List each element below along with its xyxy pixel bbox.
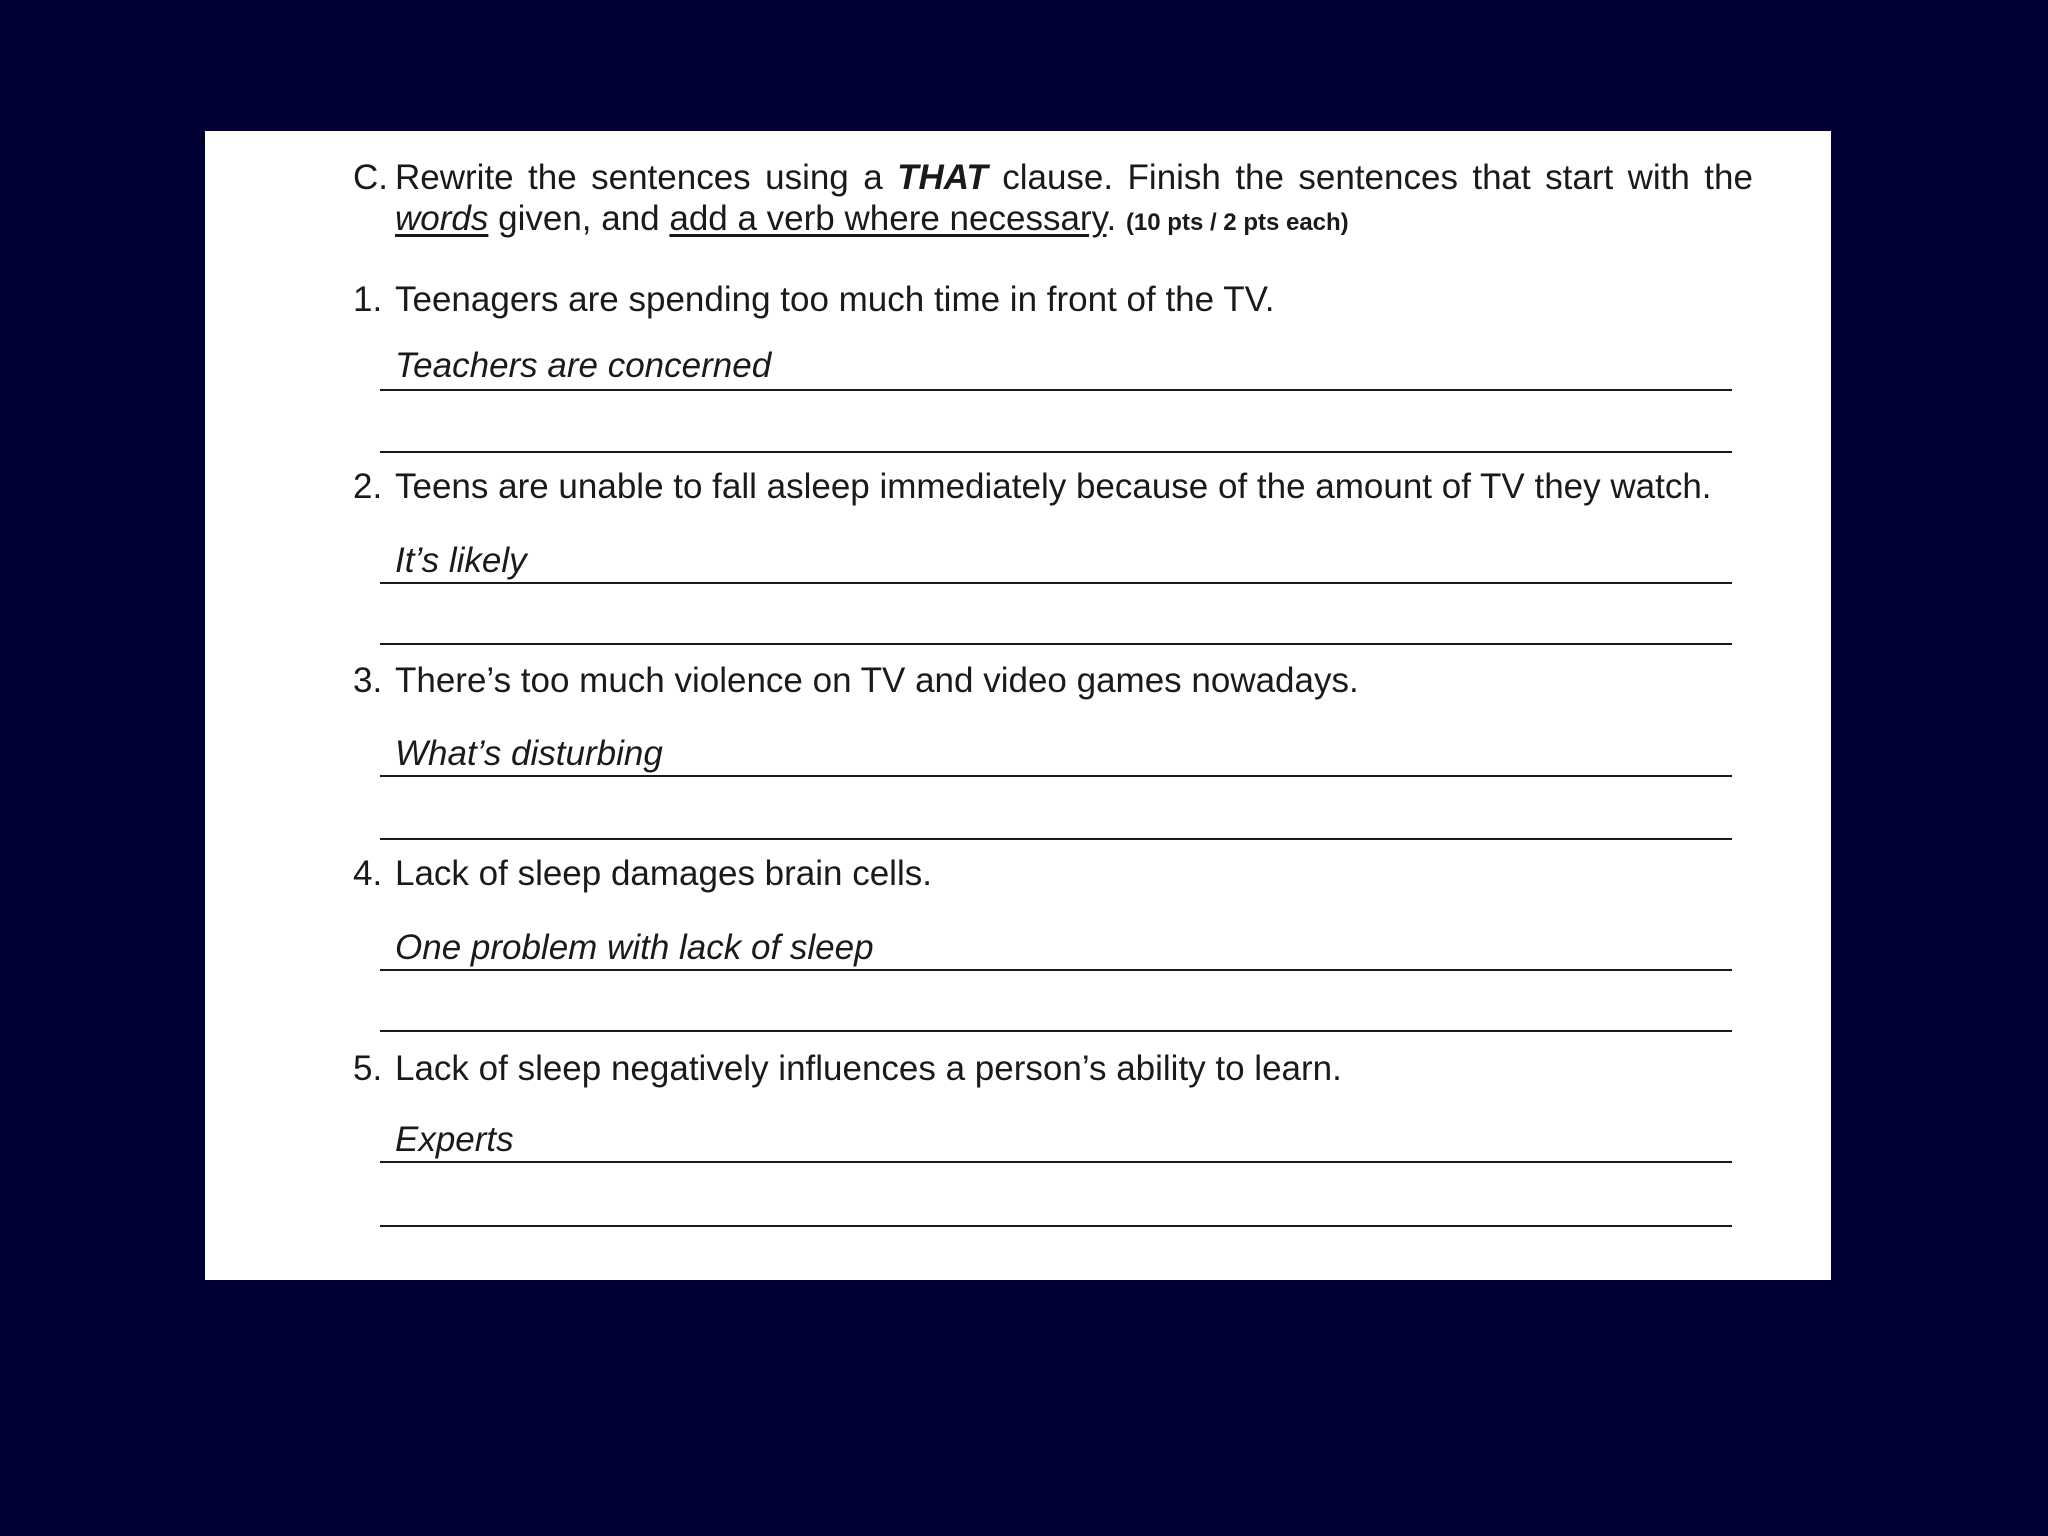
answer-prompt: Experts — [395, 1120, 514, 1159]
item-number: 3. — [353, 661, 383, 700]
answer-line-3b[interactable] — [380, 838, 1732, 840]
underlined-phrase: add a verb where necessary — [669, 199, 1107, 238]
item-sentence-text: Teens are unable to fall asleep immediately because of the amount of TV they watch. — [395, 467, 1712, 506]
answer-line-1a[interactable] — [380, 389, 1732, 391]
item-number: 5. — [353, 1049, 383, 1088]
section-instructions — [353, 157, 1753, 243]
answer-prompt: It’s likely — [395, 541, 527, 580]
item-number: 2. — [353, 467, 383, 506]
answer-line-1b[interactable] — [380, 451, 1732, 453]
item-sentence — [353, 1048, 1342, 1089]
instructions-part-1: Rewrite the sentences using a — [395, 158, 883, 197]
answer-line-3a[interactable] — [380, 775, 1732, 777]
item-number: 4. — [353, 854, 383, 893]
answer-line-2a[interactable] — [380, 582, 1732, 584]
answer-prompt: What’s disturbing — [395, 734, 663, 773]
item-sentence-text: Teenagers are spending too much time in front of the TV. — [395, 280, 1275, 319]
item-sentence-text: Lack of sleep negatively influences a person’s ability to learn. — [395, 1049, 1342, 1088]
worksheet-page — [205, 131, 1831, 1280]
item-sentence — [353, 279, 1274, 320]
instructions-text — [395, 157, 1753, 243]
answer-line-4a[interactable] — [380, 969, 1732, 971]
answer-line-4b[interactable] — [380, 1030, 1732, 1032]
points-note: (10 pts / 2 pts each) — [1125, 209, 1349, 236]
item-sentence — [353, 466, 1712, 507]
answer-line-5b[interactable] — [380, 1225, 1732, 1227]
item-sentence-text: There’s too much violence on TV and video games nowadays. — [395, 661, 1359, 700]
section-letter: C. — [353, 158, 388, 197]
answer-line-2b[interactable] — [380, 643, 1732, 645]
instructions-part-3: given, and — [498, 199, 660, 238]
answer-prompt: One problem with lack of sleep — [395, 928, 874, 967]
item-sentence — [353, 853, 932, 894]
item-number: 1. — [353, 280, 383, 319]
instructions-part-4: . — [1106, 199, 1117, 238]
instructions-part-2: clause. Finish the sentences that start with the — [1002, 158, 1753, 197]
answer-line-5a[interactable] — [380, 1161, 1732, 1163]
item-sentence — [353, 660, 1359, 701]
item-sentence-text: Lack of sleep damages brain cells. — [395, 854, 932, 893]
that-emphasis: THAT — [897, 158, 988, 197]
underlined-words: words — [395, 199, 489, 238]
answer-prompt: Teachers are concerned — [395, 346, 772, 385]
